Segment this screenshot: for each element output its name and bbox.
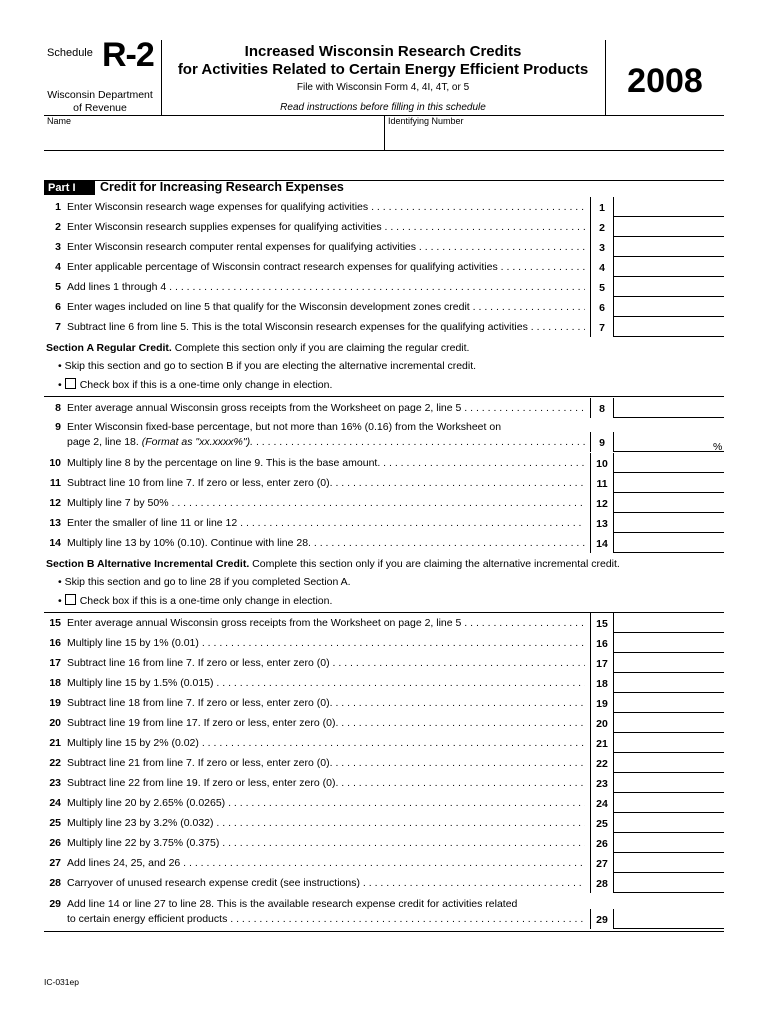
part-label: Part I	[44, 181, 95, 195]
section-b-bullet-1: • Skip this section and go to line 28 if you completed Section A.	[58, 576, 351, 588]
line-amount-field[interactable]	[614, 613, 724, 633]
line-text: Enter the smaller of line 11 or line 12 . . .	[67, 517, 585, 529]
part-title: Credit for Increasing Research Expenses	[100, 180, 344, 194]
name-row-rule	[44, 150, 724, 151]
section-a-title: Section A Regular Credit.	[46, 342, 172, 354]
line-text: Subtract line 16 from line 7. If zero or less, enter zero (0) . . .	[67, 657, 585, 669]
line-number: 24	[49, 797, 61, 809]
line-box-number: 11	[590, 473, 614, 493]
line-text-continued	[67, 913, 585, 925]
line-amount-field[interactable]	[614, 753, 724, 773]
section-a-checkbox-label: Check box if this is a one-time only change in election.	[79, 379, 333, 391]
line-text: Enter Wisconsin research computer rental expenses for qualifying activities . . .	[67, 241, 585, 253]
line-number: 10	[49, 457, 61, 469]
line-number: 15	[49, 617, 61, 629]
identifying-number-field[interactable]	[388, 130, 722, 148]
line-text: Multiply line 23 by 3.2% (0.032) . . .	[67, 817, 585, 829]
section-b-heading	[46, 558, 620, 570]
line-number: 18	[49, 677, 61, 689]
file-with-note: File with Wisconsin Form 4, 4I, 4T, or 5	[296, 82, 470, 93]
line-text: Subtract line 22 from line 19. If zero or less, enter zero (0). . . .	[67, 777, 585, 789]
section-a-election-checkbox[interactable]	[65, 378, 76, 389]
line-text: Enter average annual Wisconsin gross receipts from the Worksheet on page 2, line 5 . . .	[67, 617, 585, 629]
line-box-number: 22	[590, 753, 614, 773]
name-field[interactable]	[44, 130, 382, 148]
line-number: 9	[55, 421, 61, 433]
line-amount-field[interactable]	[614, 257, 724, 277]
line-box-number: 20	[590, 713, 614, 733]
line-text: Add line 14 or line 27 to line 28. This is the available research expense credit for activities related	[67, 898, 518, 910]
form-line-7	[0, 321, 770, 341]
line-box-number: 23	[590, 773, 614, 793]
line-text: Enter Wisconsin fixed-base percentage, but not more than 16% (0.16) from the Worksheet on	[67, 421, 502, 433]
line-text-cont-a: page 2, line 18.	[67, 436, 142, 448]
line-9-percent-sign: %	[713, 441, 723, 453]
line-box-number: 3	[590, 237, 614, 257]
line-box-number: 5	[590, 277, 614, 297]
line-text: Enter average annual Wisconsin gross receipts from the Worksheet on page 2, line 5 . . .	[67, 402, 585, 414]
line-amount-field[interactable]	[614, 513, 724, 533]
line-text: Multiply line 15 by 2% (0.02) . . .	[67, 737, 585, 749]
line-number: 20	[49, 717, 61, 729]
line-number: 3	[55, 241, 61, 253]
line-box-number: 26	[590, 833, 614, 853]
line-amount-field[interactable]	[614, 533, 724, 553]
schedule-label: Schedule	[47, 47, 93, 59]
line-text: Subtract line 18 from line 7. If zero or less, enter zero (0). . . .	[67, 697, 585, 709]
id-divider	[384, 116, 385, 150]
line-number: 17	[49, 657, 61, 669]
line-amount-field[interactable]	[614, 673, 724, 693]
line-amount-field[interactable]	[614, 873, 724, 893]
tax-year: 2008	[627, 62, 703, 100]
line-text: Enter wages included on line 5 that qualify for the Wisconsin development zones credit . . .	[67, 301, 585, 313]
line-amount-field[interactable]	[614, 773, 724, 793]
line-box-number: 15	[590, 613, 614, 633]
line-amount-field[interactable]	[614, 853, 724, 873]
line-box-number: 19	[590, 693, 614, 713]
dept-line-1: Wisconsin Department	[47, 89, 153, 101]
line-box-number: 18	[590, 673, 614, 693]
line-amount-field[interactable]	[614, 633, 724, 653]
line-number: 13	[49, 517, 61, 529]
title-line-1: Increased Wisconsin Research Credits	[244, 43, 522, 60]
read-instructions-note: Read instructions before filling in this schedule	[280, 102, 486, 113]
section-a-bullet-2: • Check box if this is a one-time only change in election.	[58, 379, 333, 391]
line-amount-field[interactable]	[614, 733, 724, 753]
id-label: Identifying Number	[388, 116, 464, 126]
line-text: Subtract line 19 from line 17. If zero or less, enter zero (0). . . .	[67, 717, 585, 729]
line-text: Subtract line 21 from line 7. If zero or less, enter zero (0). . . .	[67, 757, 585, 769]
line-box-number: 27	[590, 853, 614, 873]
line-number: 5	[55, 281, 61, 293]
line-text: Enter Wisconsin research wage expenses for qualifying activities . . .	[67, 201, 585, 213]
line-amount-field[interactable]	[614, 277, 724, 297]
line-number: 16	[49, 637, 61, 649]
line-box-number: 2	[590, 217, 614, 237]
line-box-number: 6	[590, 297, 614, 317]
line-number: 14	[49, 537, 61, 549]
line-amount-field[interactable]	[614, 493, 724, 513]
line-amount-field[interactable]	[614, 833, 724, 853]
line-text: Multiply line 15 by 1.5% (0.015) . . .	[67, 677, 585, 689]
header-divider-right	[605, 40, 606, 115]
line-amount-field[interactable]	[614, 473, 724, 493]
line-number: 23	[49, 777, 61, 789]
line-number: 8	[55, 402, 61, 414]
line-amount-field[interactable]	[614, 432, 724, 452]
line-number: 28	[49, 877, 61, 889]
line-text: Multiply line 15 by 1% (0.01) . . .	[67, 637, 585, 649]
line-number: 1	[55, 201, 61, 213]
line-text-cont-b: (Format as "xx.xxxx%").	[141, 436, 254, 448]
line-text: Add lines 24, 25, and 26 . . .	[67, 857, 585, 869]
line-amount-field[interactable]	[614, 237, 724, 257]
line-box-number: 12	[590, 493, 614, 513]
line-number: 4	[55, 261, 61, 273]
line-number: 7	[55, 321, 61, 333]
line-amount-field[interactable]	[614, 297, 724, 317]
line-amount-field[interactable]	[614, 909, 724, 929]
section-b-bullet-2: • Check box if this is a one-time only change in election.	[58, 595, 333, 607]
line-number: 26	[49, 837, 61, 849]
line-number: 29	[49, 898, 61, 910]
line-amount-field[interactable]	[614, 813, 724, 833]
section-b-desc: Complete this section only if you are claiming the alternative incremental credit.	[249, 558, 620, 570]
line-number: 11	[49, 477, 61, 489]
line-box-number: 9	[590, 432, 614, 452]
form-title	[163, 43, 603, 79]
line-box-number: 17	[590, 653, 614, 673]
name-label: Name	[47, 116, 72, 126]
line-amount-field[interactable]	[614, 693, 724, 713]
line-number: 2	[55, 221, 61, 233]
line-text: Enter applicable percentage of Wisconsin contract research expenses for qualifying activities . . .	[67, 261, 585, 273]
line-amount-field[interactable]	[614, 793, 724, 813]
line-box-number: 10	[590, 453, 614, 473]
line-box-number: 21	[590, 733, 614, 753]
form-line-9	[0, 421, 770, 449]
line-number: 19	[49, 697, 61, 709]
line-text: Add lines 1 through 4 . . .	[67, 281, 585, 293]
section-a-heading	[46, 342, 469, 354]
line-number: 21	[49, 737, 61, 749]
section-a-bullet-1: • Skip this section and go to section B if you are electing the alternative incremental credit.	[58, 360, 477, 372]
line-box-number: 7	[590, 317, 614, 337]
bottom-rule	[44, 931, 724, 932]
form-code: IC-031ep	[44, 977, 79, 987]
section-b-election-checkbox[interactable]	[65, 594, 76, 605]
line-text: Multiply line 20 by 2.65% (0.0265) . . .	[67, 797, 585, 809]
line-box-number: 16	[590, 633, 614, 653]
line-text: Multiply line 7 by 50% . . .	[67, 497, 585, 509]
section-a-rule	[44, 396, 724, 397]
line-number: 22	[49, 757, 61, 769]
line-amount-field[interactable]	[614, 317, 724, 337]
line-amount-field[interactable]	[614, 713, 724, 733]
line-amount-field[interactable]	[614, 653, 724, 673]
line-text: Multiply line 22 by 3.75% (0.375) . . .	[67, 837, 585, 849]
title-line-2: for Activities Related to Certain Energy Efficient Products	[177, 61, 589, 78]
line-box-number: 4	[590, 257, 614, 277]
header-divider-left	[161, 40, 162, 115]
line-box-number: 8	[590, 398, 614, 418]
line-box-number: 13	[590, 513, 614, 533]
line-amount-field[interactable]	[614, 453, 724, 473]
line-amount-field[interactable]	[614, 217, 724, 237]
line-box-number: 1	[590, 197, 614, 217]
form-line-14	[0, 537, 770, 557]
form-line-28	[0, 877, 770, 897]
section-a-desc: Complete this section only if you are claiming the regular credit.	[171, 342, 470, 354]
section-b-checkbox-label: Check box if this is a one-time only change in election.	[79, 595, 333, 607]
line-text: Enter Wisconsin research supplies expenses for qualifying activities . . .	[67, 221, 585, 233]
line-box-number: 28	[590, 873, 614, 893]
line-text-cont-a: to certain energy efficient products	[67, 913, 228, 925]
line-box-number: 24	[590, 793, 614, 813]
department-name	[44, 89, 156, 115]
line-text: Multiply line 13 by 10% (0.10). Continue with line 28. . . .	[67, 537, 585, 549]
line-text-continued	[67, 436, 585, 448]
line-number: 12	[49, 497, 61, 509]
form-line-8	[0, 402, 770, 422]
line-number: 27	[49, 857, 61, 869]
line-box-number: 29	[590, 909, 614, 929]
line-number: 6	[55, 301, 61, 313]
line-amount-field[interactable]	[614, 197, 724, 217]
line-text: Subtract line 6 from line 5. This is the total Wisconsin research expenses for the qualifying activities . . . .	[67, 321, 585, 333]
line-box-number: 14	[590, 533, 614, 553]
line-box-number: 25	[590, 813, 614, 833]
line-text: Subtract line 10 from line 7. If zero or less, enter zero (0). . . .	[67, 477, 585, 489]
line-number: 25	[49, 817, 61, 829]
form-line-29	[0, 898, 770, 926]
section-b-title: Section B Alternative Incremental Credit.	[46, 558, 250, 570]
schedule-code: R-2	[102, 36, 154, 74]
line-text: Carryover of unused research expense credit (see instructions) . . .	[67, 877, 585, 889]
line-text: Multiply line 8 by the percentage on line 9. This is the base amount. . . .	[67, 457, 585, 469]
line-amount-field[interactable]	[614, 398, 724, 418]
dept-line-2: of Revenue	[73, 102, 127, 114]
